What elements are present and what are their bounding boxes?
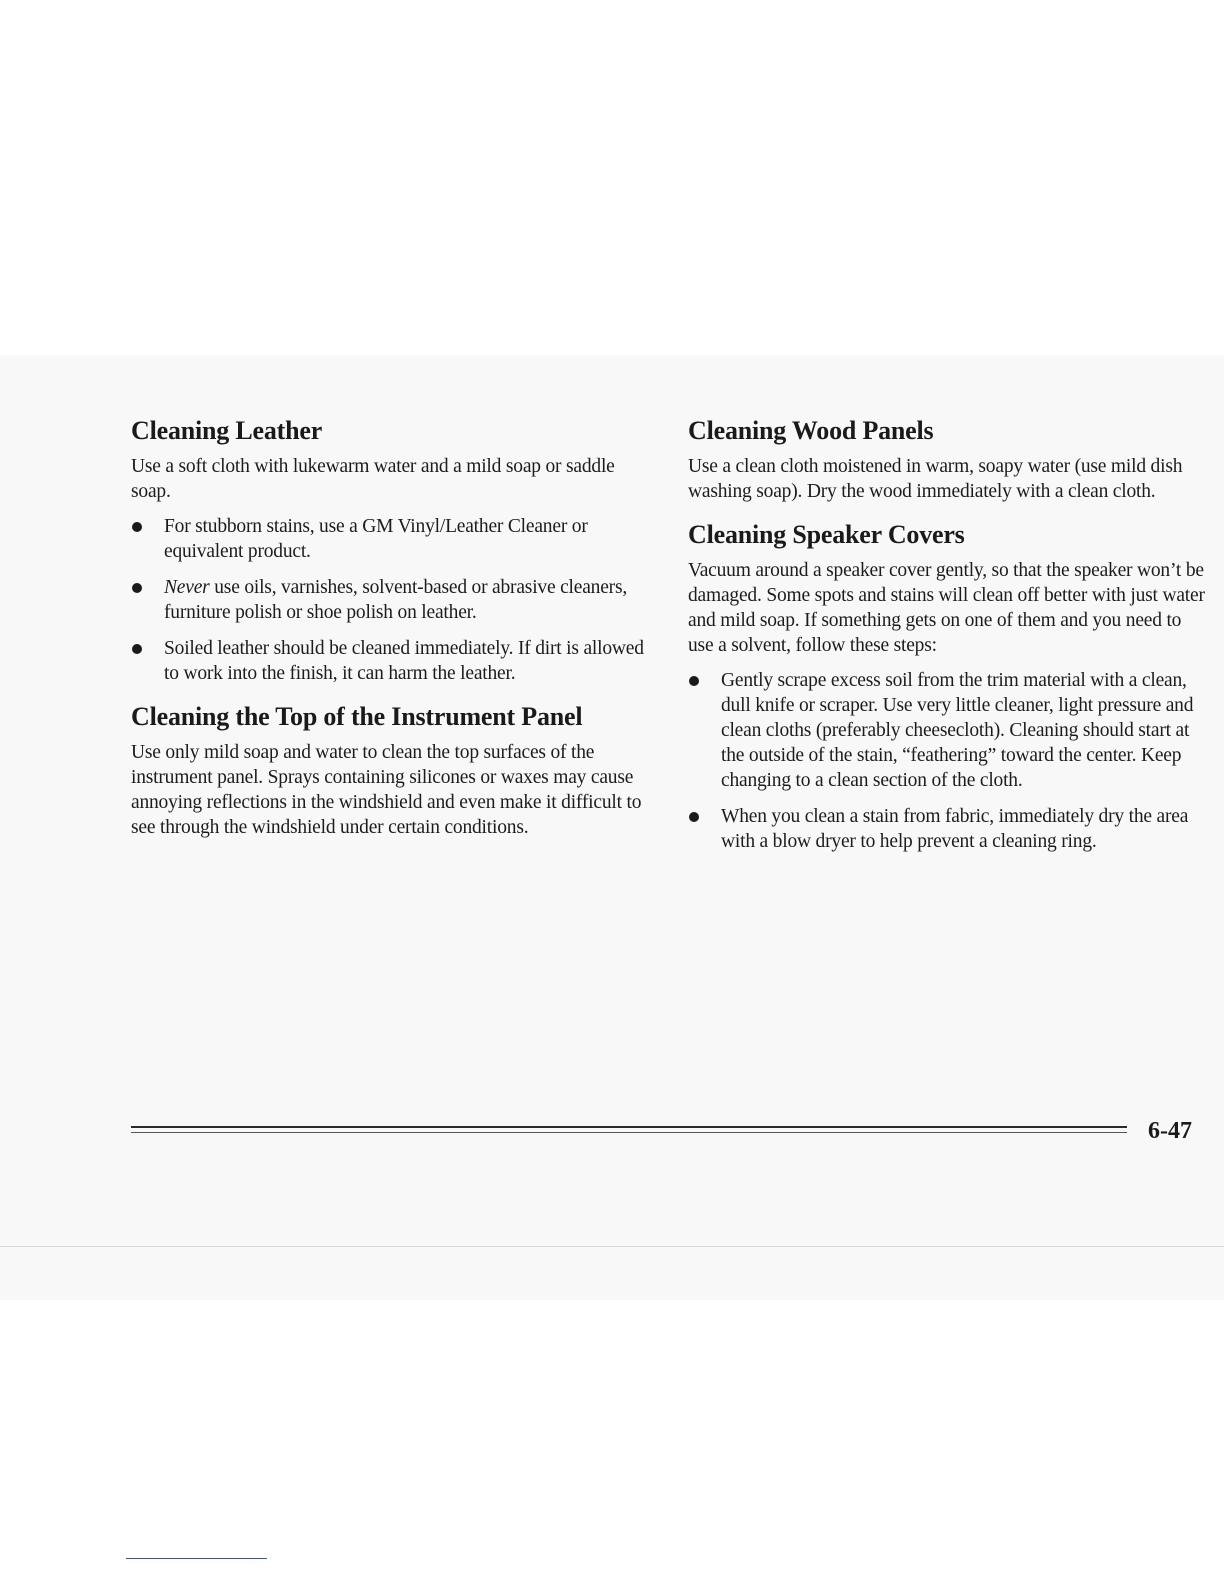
wood-panels-body: Use a clean cloth moistened in warm, soapy water (use mild dish washing soap). Dry the wood immediately with a clean cloth. [688,456,1183,502]
section-wood-panels [688,414,1208,504]
list-item-text: use oils, varnishes, solvent-based or abrasive cleaners, furniture polish or shoe polish on leather. [164,577,628,623]
bullet-icon [132,644,142,654]
left-column [131,414,646,854]
heading-instrument-panel: Cleaning the Top of the Instrument Panel [131,702,583,731]
heading-cleaning-leather: Cleaning Leather [131,416,323,445]
list-item-text: Soiled leather should be cleaned immediately. If dirt is allowed to work into the finish, it can harm the leather. [164,638,644,684]
list-item [688,804,1208,854]
bullet-icon [689,812,699,822]
leather-bullet-list [131,514,646,686]
leather-intro: Use a soft cloth with lukewarm water and a mild soap or saddle soap. [131,456,615,502]
list-item [688,668,1208,793]
list-item [131,636,646,686]
section-instrument-panel [131,700,646,840]
heading-speaker-covers: Cleaning Speaker Covers [688,520,965,549]
list-item [131,514,646,564]
bullet-icon [132,522,142,532]
section-cleaning-leather [131,414,646,686]
divider [0,1246,1224,1247]
footer-rule-thin [131,1132,1127,1133]
list-item [131,575,646,625]
bullet-icon [132,583,142,593]
section-speaker-covers [688,518,1208,854]
speaker-covers-body: Vacuum around a speaker cover gently, so that the speaker won’t be damaged. Some spots and stains will clean off better with just water and mild soap. If something gets on one of them and you need to use a solvent, follow these steps: [688,560,1205,656]
footer-rule-thick [131,1126,1127,1128]
speaker-bullet-list [688,668,1208,854]
right-column [688,414,1208,868]
list-item-text: For stubborn stains, use a GM Vinyl/Leather Cleaner or equivalent product. [164,516,588,562]
never-emphasis: Never [164,577,210,598]
instrument-panel-body: Use only mild soap and water to clean the top surfaces of the instrument panel. Sprays containing silicones or waxes may cause annoying reflections in the windshield and even make it difficult to see through the windshield under certain conditions. [131,742,642,838]
divider [126,1558,267,1559]
list-item-text: Gently scrape excess soil from the trim material with a clean, dull knife or scraper. Use very little cleaner, light pressure and clean cloths (preferably cheesecloth). Cleaning should start at the outside of the stain, “feathering” toward the center. Keep changing to a clean section of the cloth. [721,670,1194,791]
bullet-icon [689,676,699,686]
heading-wood-panels: Cleaning Wood Panels [688,416,934,445]
list-item-text: When you clean a stain from fabric, immediately dry the area with a blow dryer to help prevent a cleaning ring. [721,806,1189,852]
page-number: 6-47 [1148,1118,1192,1144]
